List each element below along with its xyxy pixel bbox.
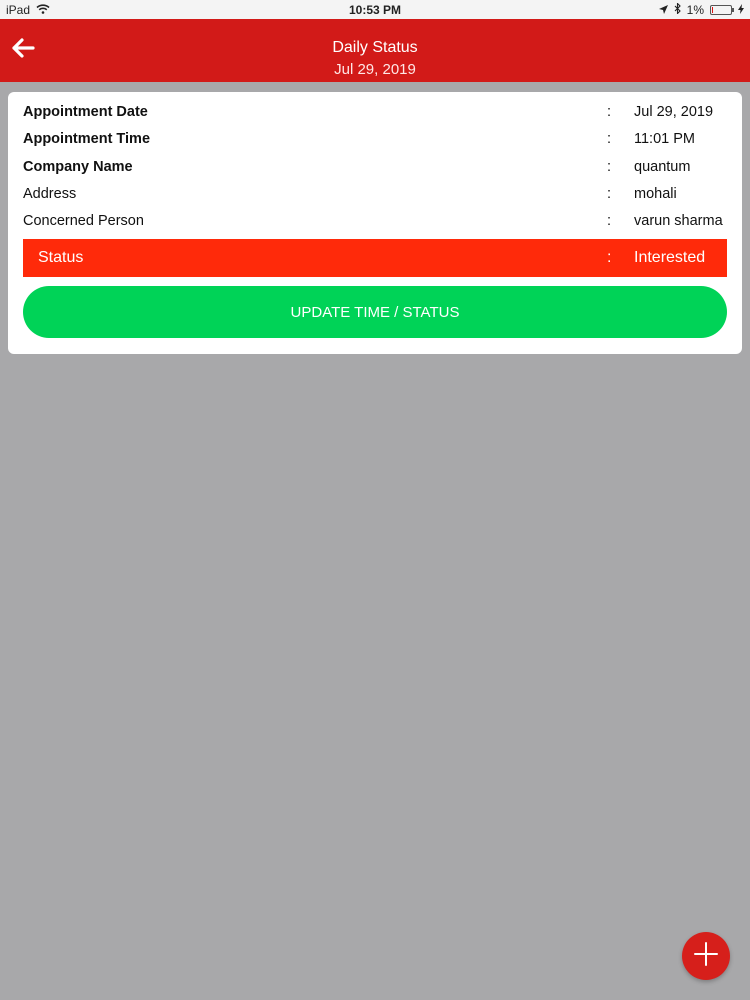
navigation-bar [0, 19, 750, 82]
detail-label: Appointment Date [23, 104, 148, 120]
detail-separator: : [607, 104, 612, 120]
detail-row-appointment-time [23, 125, 727, 152]
battery-percent: 1% [686, 3, 704, 17]
detail-value: mohali [634, 186, 677, 202]
detail-label: Concerned Person [23, 213, 144, 229]
location-arrow-icon [659, 3, 668, 17]
status-bar [0, 0, 750, 19]
detail-row-appointment-date [23, 98, 727, 125]
detail-value: 11:01 PM [634, 131, 695, 147]
detail-value: quantum [634, 159, 691, 175]
detail-separator: : [607, 213, 612, 229]
add-button[interactable] [682, 932, 730, 980]
charging-bolt-icon [738, 3, 744, 17]
update-time-status-button[interactable]: UPDATE TIME / STATUS [23, 286, 727, 338]
status-separator: : [607, 249, 612, 266]
detail-label: Address [23, 186, 77, 202]
detail-value: Jul 29, 2019 [634, 104, 714, 120]
battery-icon [710, 5, 732, 15]
detail-label: Company Name [23, 159, 133, 175]
detail-row-address [23, 180, 727, 207]
status-row [23, 239, 727, 277]
battery-level [712, 7, 713, 13]
bluetooth-icon [674, 3, 681, 17]
status-label: Status [38, 249, 84, 266]
appointment-card [8, 92, 742, 354]
detail-row-concerned-person [23, 207, 727, 234]
page-title: Daily Status [332, 39, 418, 56]
detail-separator: : [607, 131, 612, 147]
status-value: Interested [634, 249, 706, 266]
detail-value: varun sharma [634, 213, 723, 229]
plus-icon [693, 941, 719, 972]
detail-row-company-name [23, 153, 727, 180]
page-subtitle: Jul 29, 2019 [334, 61, 416, 78]
detail-separator: : [607, 159, 612, 175]
detail-label: Appointment Time [23, 131, 151, 147]
device-name: iPad [6, 3, 31, 17]
status-time: 10:53 PM [348, 3, 402, 17]
detail-separator: : [607, 186, 612, 202]
